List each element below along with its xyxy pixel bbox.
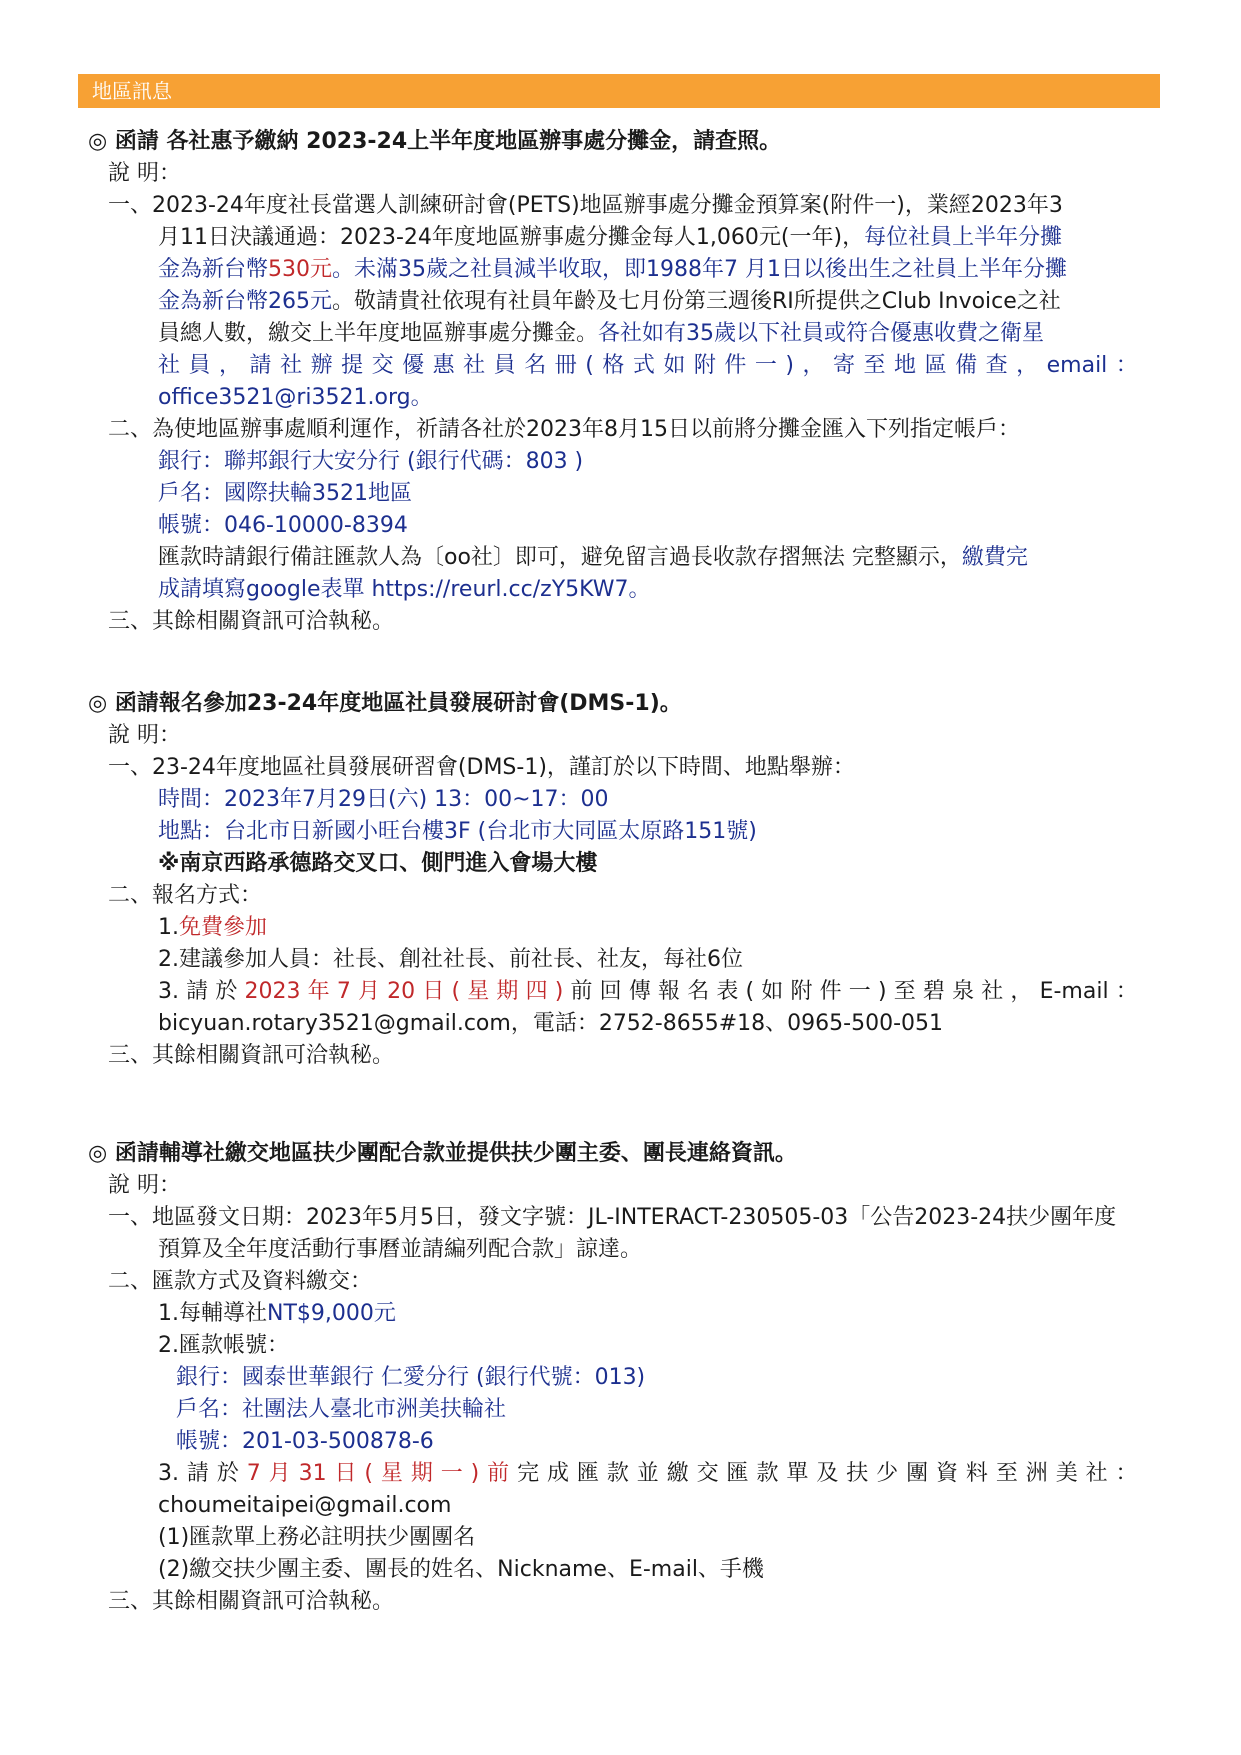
spaced-char: 報 — [658, 979, 681, 1004]
s2-item1: 一、23-24年度地區社員發展研習會(DMS-1)，謹訂於以下時間、地點舉辦： — [108, 755, 855, 780]
spaced-char: 名 — [524, 353, 547, 378]
s3-item2: 二、匯款方式及資料繳交： — [108, 1269, 373, 1294]
spaced-char: ： — [1115, 1461, 1138, 1486]
spaced-char: 匯 — [576, 1461, 599, 1486]
s1-label: 說 明： — [108, 161, 181, 186]
spaced-char: 表 — [716, 979, 739, 1004]
spaced-char: 查 — [985, 353, 1008, 378]
spaced-char: 冊 — [554, 353, 577, 378]
s2-time: 時間：2023年7月29日(六) 13：00~17：00 — [158, 787, 609, 812]
spaced-char: 團 — [906, 1461, 929, 1486]
spaced-char: 前 — [487, 1461, 510, 1486]
spaced-char: 洲 — [1025, 1461, 1048, 1486]
s1-title: ◎ 函請 各社惠予繳納 2023-24上半年度地區辦事處分攤金，請查照。 — [88, 129, 782, 154]
s1-item1-line7: office3521@ri3521.org。 — [158, 385, 433, 410]
spaced-char: 年 — [307, 979, 330, 1004]
spaced-char: ， — [219, 353, 242, 378]
spaced-char: 3. — [158, 1461, 179, 1486]
spaced-char: 至 — [863, 353, 886, 378]
spaced-char: ) — [877, 979, 887, 1004]
spaced-char: 社 — [158, 353, 181, 378]
spaced-char: 社 — [1085, 1461, 1108, 1486]
spaced-char: 資 — [936, 1461, 959, 1486]
spaced-char: 名 — [687, 979, 710, 1004]
spaced-char: 日 — [422, 979, 445, 1004]
s3-point4: (1)匯款單上務必註明扶少團團名 — [158, 1525, 476, 1550]
s1-item1-line2: 月11日決議通過：2023-24年度地區辦事處分攤金每人1,060元(一年)，每位社員上半年分攤 — [158, 225, 1063, 250]
section-header-bar — [78, 74, 1160, 108]
spaced-char: 碧 — [922, 979, 945, 1004]
spaced-char: 四 — [525, 979, 548, 1004]
spaced-char: 7 — [246, 1461, 261, 1486]
spaced-char: 及 — [816, 1461, 839, 1486]
spaced-char: 員 — [188, 353, 211, 378]
s2-item3: 三、其餘相關資訊可洽執秘。 — [108, 1043, 395, 1068]
s3-bank: 銀行：國泰世華銀行 仁愛分行 (銀行代號：013) — [176, 1365, 646, 1390]
spaced-char: 繳 — [666, 1461, 689, 1486]
spaced-char: 單 — [786, 1461, 809, 1486]
spaced-char: 地 — [894, 353, 917, 378]
spaced-char: 7 — [336, 979, 351, 1004]
spaced-char: 一 — [848, 979, 871, 1004]
s2-reg1: 1.免費參加 — [158, 915, 268, 940]
s2-item2: 二、報名方式： — [108, 883, 263, 908]
s1-item1-line5: 員總人數，繳交上半年度地區辦事處分攤金。各社如有35歲以下社員或符合優惠收費之衛星 — [158, 321, 1045, 346]
header-title: 地區訊息 — [92, 79, 172, 103]
s2-place: 地點：台北市日新國小旺台樓3F (台北市大同區太原路151號) — [158, 819, 757, 844]
spaced-char: 交 — [371, 353, 394, 378]
s3-account-name: 戶名：社團法人臺北市洲美扶輪社 — [176, 1397, 507, 1422]
s2-title: ◎ 函請報名參加23-24年度地區社員發展研討會(DMS-1)。 — [88, 691, 682, 716]
spaced-char: 寄 — [833, 353, 856, 378]
s2-reg3-line1 — [158, 976, 1138, 1008]
spaced-char: ) — [554, 979, 564, 1004]
spaced-char: ) — [785, 353, 794, 378]
spaced-char: 款 — [606, 1461, 629, 1486]
spaced-char: 於 — [215, 979, 238, 1004]
spaced-char: 至 — [893, 979, 916, 1004]
spaced-char: 格 — [602, 353, 625, 378]
spaced-char: 期 — [496, 979, 519, 1004]
spaced-char: 附 — [693, 353, 716, 378]
spaced-char: 辦 — [310, 353, 333, 378]
spaced-char: 式 — [632, 353, 655, 378]
spaced-char: 星 — [467, 979, 490, 1004]
spaced-char: 交 — [696, 1461, 719, 1486]
spaced-char: 社 — [280, 353, 303, 378]
spaced-char: 優 — [402, 353, 425, 378]
spaced-char: 月 — [357, 979, 380, 1004]
spaced-char: 完 — [517, 1461, 540, 1486]
spaced-char: 惠 — [432, 353, 455, 378]
spaced-char: 請 — [186, 979, 209, 1004]
spaced-char: 2023 — [244, 979, 301, 1004]
spaced-char: 日 — [334, 1461, 357, 1486]
spaced-char: 31 — [298, 1461, 327, 1486]
spaced-char: 星 — [380, 1461, 403, 1486]
spaced-char: 成 — [547, 1461, 570, 1486]
spaced-char: ， — [1010, 979, 1033, 1004]
s1-item1-line6 — [158, 350, 1138, 382]
s2-reg3-line2: bicyuan.rotary3521@gmail.com，電話：2752-8655#18、0965-500-051 — [158, 1011, 944, 1036]
spaced-char: 請 — [249, 353, 272, 378]
s1-note-line1: 匯款時請銀行備註匯款人為〔oo社〕即可，避免留言過長收款存摺無法 完整顯示，繳費完 — [158, 545, 1028, 570]
spaced-char: 20 — [387, 979, 416, 1004]
s3-title: ◎ 函請輔導社繳交地區扶少團配合款並提供扶少團主委、團長連絡資訊。 — [88, 1141, 797, 1166]
s1-account-name: 戶名：國際扶輪3521地區 — [158, 481, 412, 506]
s3-point1: 1.每輔導社NT$9,000元 — [158, 1301, 396, 1326]
s1-item1-line4: 金為新台幣265元。敬請貴社依現有社員年齡及七月份第三週後RI所提供之Club Invoice之社 — [158, 289, 1061, 314]
spaced-char: 社 — [981, 979, 1004, 1004]
spaced-char: 社 — [463, 353, 486, 378]
spaced-char: 回 — [599, 979, 622, 1004]
s3-account-number: 帳號：201-03-500878-6 — [176, 1429, 434, 1454]
spaced-char: E-mail — [1039, 979, 1109, 1004]
s3-point3-line2: choumeitaipei@gmail.com — [158, 1493, 452, 1518]
s2-reg2: 2.建議參加人員：社長、創社社長、前社長、社友，每社6位 — [158, 947, 743, 972]
spaced-char: 扶 — [846, 1461, 869, 1486]
spaced-char: ( — [585, 353, 594, 378]
s3-label: 說 明： — [108, 1173, 181, 1198]
s3-item3: 三、其餘相關資訊可洽執秘。 — [108, 1589, 395, 1614]
spaced-char: 泉 — [952, 979, 975, 1004]
spaced-char: 3. — [158, 979, 179, 1004]
s3-item1-line1: 一、地區發文日期：2023年5月5日，發文字號：JL-INTERACT-230505-03「公告2023-24扶少團年度 — [108, 1205, 1117, 1230]
spaced-char: ， — [1016, 353, 1039, 378]
spaced-char: 並 — [636, 1461, 659, 1486]
s1-account-number: 帳號：046-10000-8394 — [158, 513, 408, 538]
s1-item2: 二、為使地區辦事處順利運作，祈請各社於2023年8月15日以前將分攤金匯入下列指定帳戶： — [108, 417, 1020, 442]
spaced-char: ) — [470, 1461, 480, 1486]
spaced-char: 備 — [955, 353, 978, 378]
spaced-char: 款 — [756, 1461, 779, 1486]
spaced-char: ( — [451, 979, 461, 1004]
s1-note-line2: 成請填寫google表單 https://reurl.cc/zY5KW7。 — [158, 577, 651, 602]
spaced-char: ： — [1115, 353, 1138, 378]
spaced-char: 附 — [790, 979, 813, 1004]
spaced-char: 件 — [819, 979, 842, 1004]
s1-item1-line1: 一、2023-24年度社長當選人訓練研討會(PETS)地區辦事處分攤金預算案(附件一)，業經2023年3 — [108, 193, 1063, 218]
s3-point5: (2)繳交扶少團主委、團長的姓名、Nickname、E-mail、手機 — [158, 1557, 764, 1582]
spaced-char: ( — [745, 979, 755, 1004]
spaced-char: 提 — [341, 353, 364, 378]
spaced-char: 期 — [410, 1461, 433, 1486]
spaced-char: 匯 — [726, 1461, 749, 1486]
spaced-char: 美 — [1055, 1461, 1078, 1486]
s3-point3-line1 — [158, 1458, 1138, 1490]
s1-item1-line3: 金為新台幣530元。未滿35歲之社員減半收取，即1988年7 月1日以後出生之社員上半年分攤 — [158, 257, 1067, 282]
spaced-char: 區 — [924, 353, 947, 378]
s2-label: 說 明： — [108, 723, 181, 748]
spaced-char: 一 — [440, 1461, 463, 1486]
s1-item3: 三、其餘相關資訊可洽執秘。 — [108, 609, 395, 634]
spaced-char: 月 — [268, 1461, 291, 1486]
spaced-char: 員 — [493, 353, 516, 378]
spaced-char: 傳 — [628, 979, 651, 1004]
s3-point2: 2.匯款帳號： — [158, 1333, 289, 1358]
spaced-char: 料 — [965, 1461, 988, 1486]
s1-bank: 銀行：聯邦銀行大安分行 (銀行代碼：803 ) — [158, 449, 584, 474]
spaced-char: 件 — [724, 353, 747, 378]
spaced-char: 如 — [761, 979, 784, 1004]
spaced-char: 請 — [186, 1461, 209, 1486]
spaced-char: 如 — [663, 353, 686, 378]
spaced-char: 至 — [995, 1461, 1018, 1486]
s2-note: ※南京西路承德路交叉口、側門進入會場大樓 — [158, 851, 598, 876]
spaced-char: 少 — [876, 1461, 899, 1486]
spaced-char: ， — [802, 353, 825, 378]
spaced-char: email — [1046, 353, 1108, 378]
s3-item1-line2: 預算及全年度活動行事曆並請編列配合款」諒達。 — [158, 1237, 643, 1262]
spaced-char: 一 — [754, 353, 777, 378]
spaced-char: 於 — [216, 1461, 239, 1486]
spaced-char: ： — [1115, 979, 1138, 1004]
spaced-char: ( — [364, 1461, 373, 1486]
spaced-char: 前 — [570, 979, 593, 1004]
